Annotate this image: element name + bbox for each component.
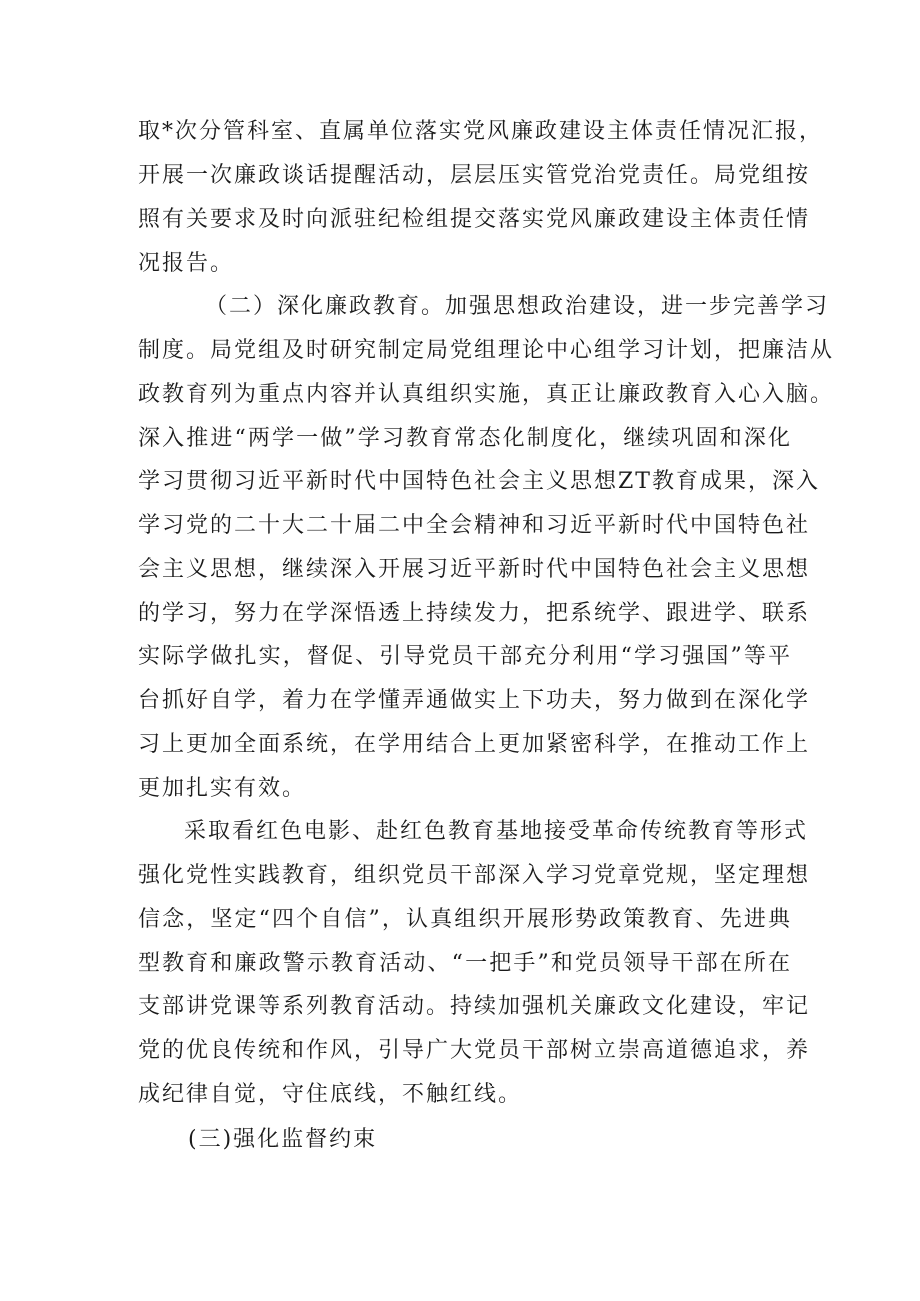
paragraph-2-line-6: 学习党的二十大二十届二中全会精神和习近平新时代中国特色社 — [138, 513, 811, 538]
paragraph-1-line-2: 开展一次廉政谈话提醒活动，层层压实管党治党责任。局党组按 — [138, 163, 811, 188]
paragraph-1-line-1: 取*次分管科室、直属单位落实党风廉政建设主体责任情况汇报， — [138, 119, 824, 144]
paragraph-2-line-1: （二）深化廉政教育。加强思想政治建设，进一步完善学习 — [205, 294, 830, 319]
paragraph-1-line-4: 况报告。 — [138, 251, 235, 276]
paragraph-3-line-2: 强化党性实践教育，组织党员干部深入学习党章党规，坚定理想 — [138, 863, 811, 888]
paragraph-2-line-10: 台抓好自学，着力在学懂弄通做实上下功夫，努力做到在深化学 — [138, 688, 811, 713]
paragraph-2-line-9: 实际学做扎实，督促、引导党员干部充分利用“学习强国”等平 — [138, 644, 792, 669]
section-heading-3: (三)强化监督约束 — [188, 1127, 378, 1152]
paragraph-2-line-12: 更加扎实有效。 — [138, 776, 307, 801]
paragraph-2-line-11: 习上更加全面系统，在学用结合上更加紧密科学，在推动工作上 — [138, 732, 811, 757]
paragraph-3-line-1: 采取看红色电影、赴红色教育基地接受革命传统教育等形式 — [184, 819, 809, 844]
paragraph-3-line-6: 党的优良传统和作风，引导广大党员干部树立崇高道德追求，养 — [138, 1038, 811, 1063]
paragraph-3-line-7: 成纪律自觉，守住底线，不触红线。 — [138, 1082, 523, 1107]
paragraph-2-line-4: 深入推进“两学一做”学习教育常态化制度化，继续巩固和深化 — [138, 426, 792, 451]
paragraph-2-line-7: 会主义思想，继续深入开展习近平新时代中国特色社会主义思想 — [138, 557, 811, 582]
paragraph-2-line-2: 制度。局党组及时研究制定局党组理论中心组学习计划，把廉洁从 — [138, 338, 835, 363]
paragraph-2-line-8: 的学习，努力在学深悟透上持续发力，把系统学、跟进学、联系 — [138, 601, 811, 626]
paragraph-2-line-3: 政教育列为重点内容并认真组织实施，真正让廉政教育入心入脑。 — [138, 382, 835, 407]
paragraph-3-line-4: 型教育和廉政警示教育活动、“一把手”和党员领导干部在所在 — [138, 951, 792, 976]
paragraph-3-line-3: 信念，坚定“四个自信”，认真组织开展形势政策教育、先进典 — [138, 907, 792, 932]
paragraph-3-line-5: 支部讲党课等系列教育活动。持续加强机关廉政文化建设，牢记 — [138, 994, 811, 1019]
paragraph-1-line-3: 照有关要求及时向派驻纪检组提交落实党风廉政建设主体责任情 — [138, 207, 811, 232]
paragraph-2-line-5: 学习贯彻习近平新时代中国特色社会主义思想ZT教育成果，深入 — [138, 469, 820, 494]
